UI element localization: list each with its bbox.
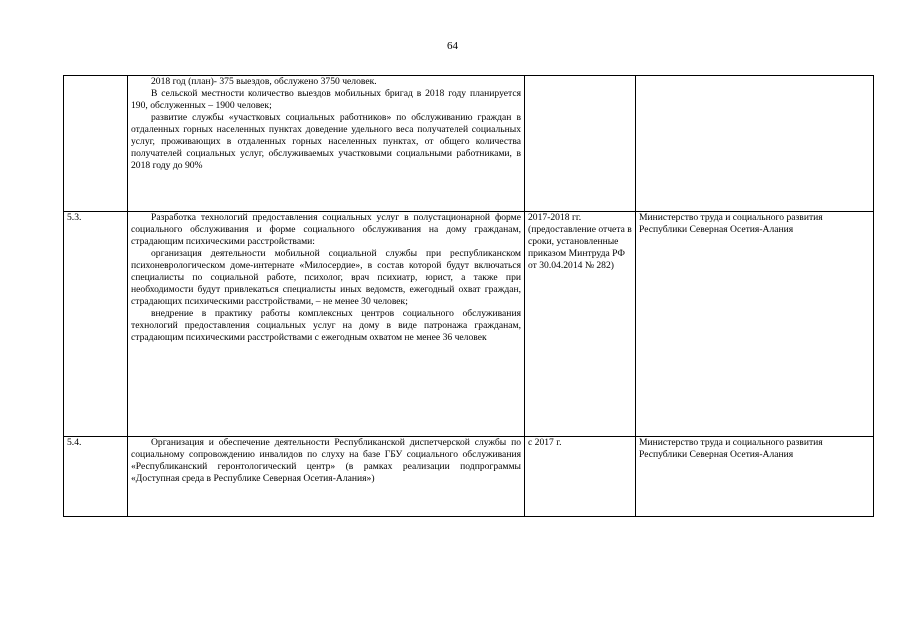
executor-cell: Министерство труда и социального развития Республики Северная Осетия-Алания (636, 212, 874, 437)
paragraph: 2018 год (план)- 375 выездов, обслужено 3750 человек. (151, 76, 377, 87)
row-number: 5.3. (64, 212, 128, 437)
measure-description (128, 437, 525, 517)
term-cell (525, 76, 636, 212)
paragraph: развитие службы «участковых социальных работников» по обслуживанию граждан в отдаленных горных населенных пунктах доведение удельного веса получателей социальных услуг, проживающих в отдаленных горных населенных пунктах, от общего количества получателей социальных услуг, обслуживаемых участковыми социальными работниками, в 2018 году до 90% (131, 112, 521, 171)
measure-description (128, 76, 525, 212)
paragraph: Разработка технологий предоставления социальных услуг в полустационарной форме социального обслуживания и форме социального обслуживания на дому гражданам, страдающим психическими расстройствами: (131, 212, 521, 247)
executor-cell: Министерство труда и социального развития Республики Северная Осетия-Алания (636, 437, 874, 517)
term-cell: 2017-2018 гг. (предоставление отчета в сроки, установленные приказом Минтруда РФ от 30.04.2014 № 282) (525, 212, 636, 437)
paragraph: внедрение в практику работы комплексных центров социального обслуживания технологий предоставления социальных услуг на дому в виде патронажа гражданам, страдающим психическими расстройствами с ежегодным охватом не менее 36 человек (131, 308, 521, 343)
page-number: 64 (447, 40, 458, 52)
table-row (64, 437, 874, 517)
table-row (64, 76, 874, 212)
row-number: 5.4. (64, 437, 128, 517)
executor-cell (636, 76, 874, 212)
paragraph: В сельской местности количество выездов мобильных бригад в 2018 году планируется 190, обслуженных – 1900 человек; (131, 88, 521, 111)
row-number (64, 76, 128, 212)
paragraph: Организация и обеспечение деятельности Республиканской диспетчерской службы по социальному сопровождению инвалидов по слуху на базе ГБУ социального обслуживания «Республиканский геронтологический центр» (в рамках реализации подпрограммы «Доступная среда в Республике Северная Осетия-Алания») (131, 437, 521, 484)
table-row (64, 212, 874, 437)
measures-table (63, 75, 874, 517)
paragraph: организация деятельности мобильной социальной службы при республиканском психоневрологическом доме-интернате «Милосердие», в состав которой будут включаться специалисты по социальной работе, психолог, врач психиатр, юрист, а также при необходимости будут привлекаться специалисты иных ведомств, ежегодный охват граждан, страдающих психическими расстройствами, – не менее 30 человек; (131, 248, 521, 307)
measure-description (128, 212, 525, 437)
term-cell: с 2017 г. (525, 437, 636, 517)
